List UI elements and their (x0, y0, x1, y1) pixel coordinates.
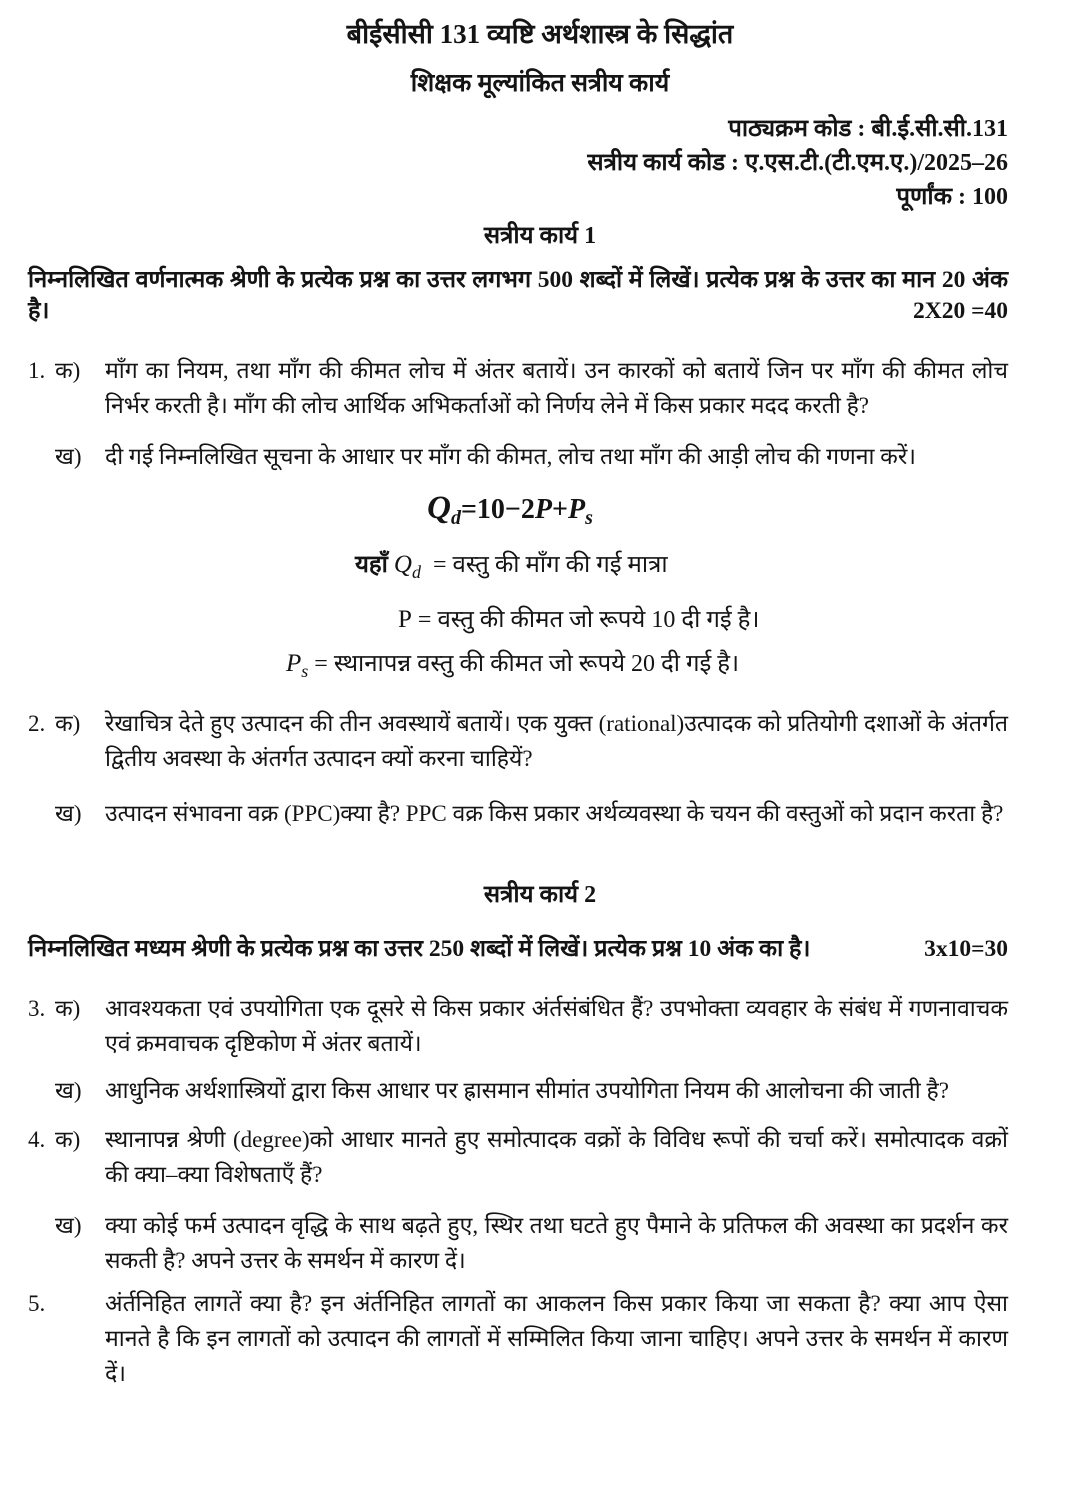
question-5-label-spacer (55, 1286, 105, 1391)
section-1-heading: सत्रीय कार्य 1 (483, 223, 597, 249)
question-4b-text: क्या कोई फर्म उत्पादन वृद्धि के साथ बढ़ते हुए, स्थिर तथा घटते हुए पैमाने के प्रतिफल की अवस्था का प्रदर्शन कर सकती है? अपने उत्तर के समर्थन में कारण दें। (105, 1213, 1008, 1273)
code-block (0, 112, 1080, 214)
equation-p-line (0, 603, 1080, 637)
question-4-number: 4. (28, 1127, 46, 1152)
course-code-line: पाठ्यक्रम कोड : बी.ई.सी.सी.131 (728, 116, 1008, 142)
section-1-marks: 2X20 =40 (913, 296, 1008, 327)
where-qd-definition: = वस्तु की माँग की गई मात्रा (432, 552, 668, 578)
ps-subscript: s (301, 660, 309, 681)
section-2-marks: 3x10=30 (924, 934, 1008, 965)
section-2 (0, 879, 1080, 1391)
question-4b-label: ख) (55, 1213, 82, 1238)
question-2a-text: रेखाचित्र देते हुए उत्पादन की तीन अवस्थायें बतायें। एक युक्त (rational)उत्पादक को प्रतियोगी दशाओं के अंतर्गत द्वितीय अवस्था के अंतर्गत उत्पादन क्यों करना चाहियें? (105, 711, 1008, 771)
question-1-part-b (0, 439, 1080, 474)
section-2-instruction-text: निम्नलिखित मध्यम श्रेणी के प्रत्येक प्रश्न का उत्तर 250 शब्दों में लिखें। प्रत्येक प्रश्न 10 अंक का है। (28, 936, 811, 962)
p-variable: P (398, 606, 412, 633)
ps-definition: = स्थानापन्न वस्तु की कीमत जो रूपये 20 दी गई है। (314, 651, 740, 677)
question-2-part-a (0, 706, 1080, 776)
question-1a-text: माँग का नियम, तथा माँग की कीमत लोच में अंतर बतायें। उन कारकों को बतायें जिन पर माँग की कीमत लोच निर्भर करती है। माँग की लोच आर्थिक अभिकर्ताओं को निर्णय लेने में किस प्रकार मदद करती है? (105, 358, 1008, 418)
ps-variable: P (286, 650, 302, 677)
question-1b-text: दी गई निम्नलिखित सूचना के आधार पर माँग की कीमत, लोच तथा माँग की आड़ी लोच की गणना करें। (105, 444, 916, 469)
question-2-number: 2. (28, 711, 46, 736)
question-4a-text: स्थानापन्न श्रेणी (degree)को आधार मानते हुए समोत्पादक वक्रों के विविध रूपों की चर्चा करें। समोत्पादक वक्रों की क्या–क्या विशेषताएँ हैं? (105, 1127, 1008, 1187)
section-2-heading: सत्रीय कार्य 2 (483, 882, 597, 908)
equation-constants: =10−2 (460, 494, 535, 525)
question-4-part-b (0, 1208, 1080, 1278)
equation-ps-variable: P (567, 494, 586, 525)
demand-equation (0, 488, 1080, 532)
where-label: यहाँ (355, 552, 388, 578)
question-2b-text: उत्पादन संभावना वक्र (PPC)क्या है? PPC वक्र किस प्रकार अर्थव्यवस्था के चयन की वस्तुओं को प्रदान करता है? (105, 801, 1004, 826)
question-2a-label: क) (55, 711, 81, 736)
question-5-text: अंर्तनिहित लागतें क्या है? इन अंर्तनिहित लागतों का आकलन किस प्रकार किया जा सकता है? क्या आप ऐसा मानते है कि इन लागतों को उत्पादन की लागतों में सम्मिलित किया जाना चाहिए। अपने उत्तर के समर्थन में कारण दें। (105, 1291, 1008, 1386)
equation-d-subscript: d (450, 507, 461, 530)
question-1a-label: क) (55, 358, 81, 383)
question-3a-text: आवश्यकता एवं उपयोगिता एक दूसरे से किस प्रकार अंर्तसंबंधित हैं? उपभोक्ता व्यवहार के संबंध में गणनावाचक एवं क्रमवाचक दृष्टिकोण में अंतर बतायें। (105, 996, 1008, 1056)
equation-where-line (0, 548, 1080, 583)
question-3b-label: ख) (55, 1078, 82, 1103)
question-3-number: 3. (28, 996, 46, 1021)
question-3b-number-spacer (28, 1073, 55, 1108)
question-4a-label: क) (55, 1127, 81, 1152)
max-marks-line: पूर्णांक : 100 (896, 184, 1008, 210)
question-2-part-b (0, 796, 1080, 831)
section-1-instruction-text: निम्नलिखित वर्णनात्मक श्रेणी के प्रत्येक प्रश्न का उत्तर लगभग 500 शब्दों में लिखें। प्रत्येक प्रश्न के उत्तर का मान 20 अंक है। (28, 267, 1008, 324)
question-1-part-a (0, 353, 1080, 423)
where-qd-variable: Q (393, 551, 412, 578)
question-5 (0, 1286, 1080, 1391)
section-1-instruction (28, 265, 1008, 327)
question-4b-number-spacer (28, 1208, 55, 1278)
where-qd-subscript: d (411, 561, 421, 582)
question-3-part-a (0, 991, 1080, 1061)
section-1 (0, 220, 1080, 831)
question-4-part-a (0, 1122, 1080, 1192)
p-definition: = वस्तु की कीमत जो रूपये 10 दी गई है। (417, 607, 760, 633)
equation-plus-sign: + (552, 494, 568, 525)
document-title: बीईसीसी 131 व्यष्टि अर्थशास्त्र के सिद्धांत (346, 19, 734, 49)
assignment-code-line: सत्रीय कार्य कोड : ए.एस.टी.(टी.एम.ए.)/2025–26 (587, 150, 1008, 176)
question-2b-number-spacer (28, 796, 55, 831)
document-subtitle: शिक्षक मूल्यांकित सत्रीय कार्य (410, 70, 670, 97)
equation-q-variable: Q (427, 490, 451, 526)
equation-s-subscript: s (585, 507, 593, 530)
equation-p-variable: P (534, 494, 552, 525)
document-header (0, 0, 1080, 214)
question-1b-label: ख) (55, 444, 82, 469)
question-5-number: 5. (28, 1291, 46, 1316)
section-2-instruction (28, 934, 1008, 965)
question-3b-text: आधुनिक अर्थशास्त्रियों द्वारा किस आधार पर ह्रासमान सीमांत उपयोगिता नियम की आलोचना की जाती है? (105, 1078, 949, 1103)
question-3-part-b (0, 1073, 1080, 1108)
question-3a-label: क) (55, 996, 81, 1021)
equation-ps-line (0, 647, 1080, 682)
question-1b-number-spacer (28, 439, 55, 474)
question-1-number: 1. (28, 358, 46, 383)
question-2b-label: ख) (55, 801, 82, 826)
